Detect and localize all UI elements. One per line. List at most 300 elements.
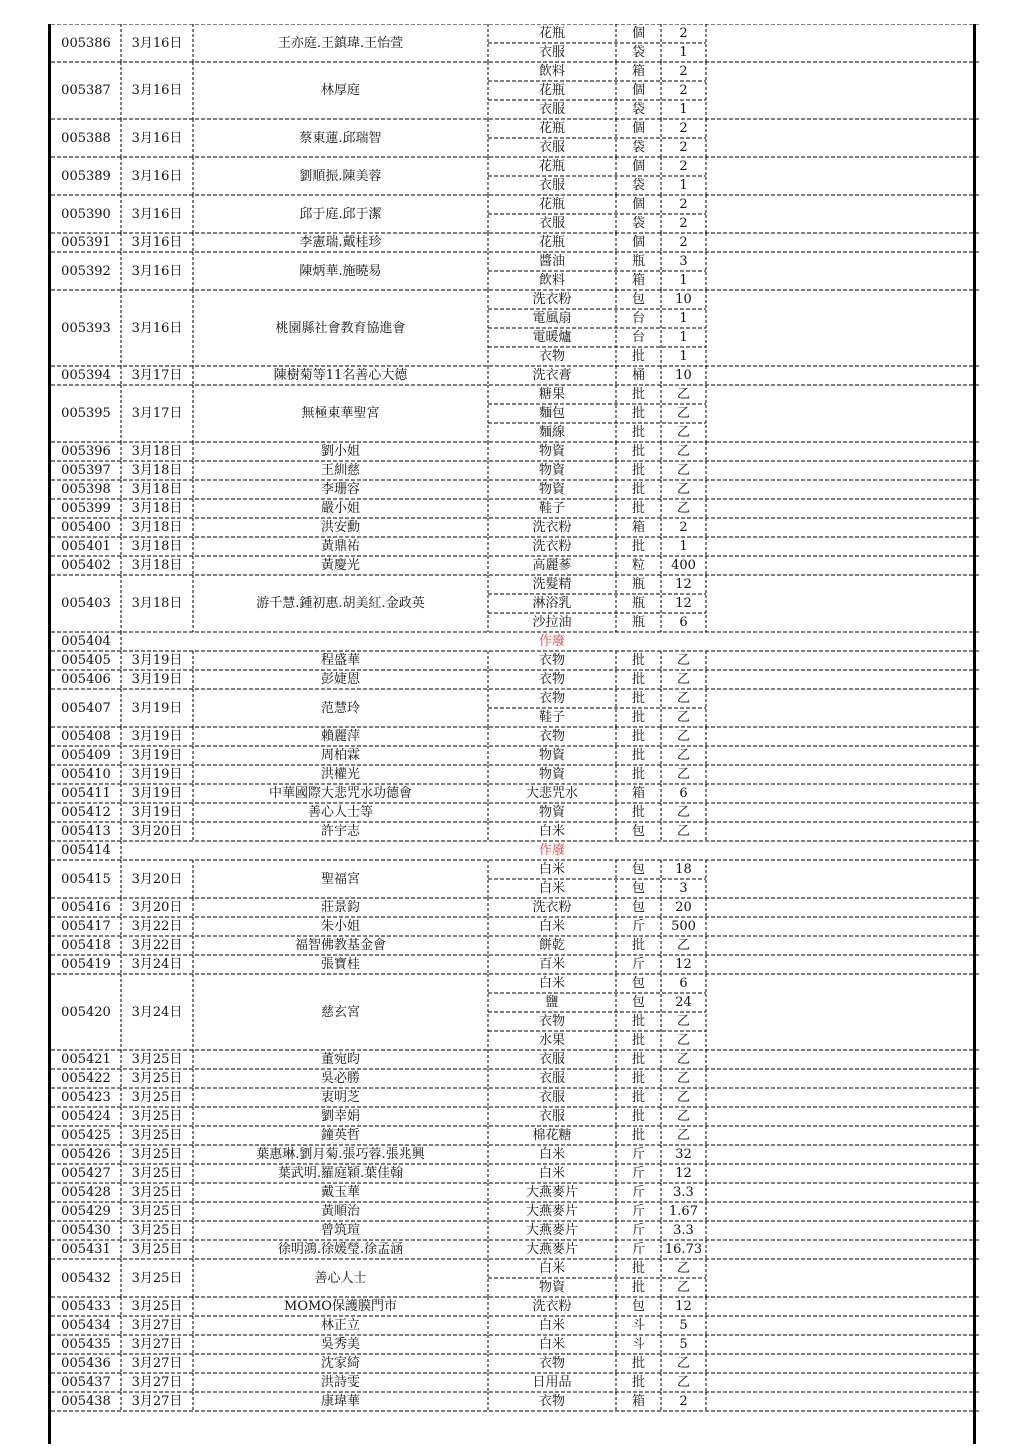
item-name: 醬油 bbox=[538, 254, 565, 269]
record-number: 005401 bbox=[61, 539, 111, 554]
item-unit: 斗 bbox=[631, 1318, 645, 1333]
item-name: 麵包 bbox=[538, 406, 565, 421]
item-quantity: 乙 bbox=[676, 1052, 690, 1067]
item-name: 電風扇 bbox=[532, 311, 572, 326]
item-quantity: 2 bbox=[679, 64, 688, 79]
item-quantity: 5 bbox=[679, 1318, 688, 1333]
item-name: 衣服 bbox=[538, 1090, 565, 1105]
record-number: 005438 bbox=[61, 1394, 111, 1409]
donor-name: 蔡東蓮.邱瑞智 bbox=[299, 130, 382, 146]
record-number: 005391 bbox=[61, 235, 111, 250]
item-quantity: 500 bbox=[671, 919, 696, 934]
item-quantity: 12 bbox=[675, 957, 692, 972]
record-number: 005429 bbox=[61, 1204, 111, 1219]
item-name: 衣服 bbox=[538, 1071, 565, 1086]
record-date: 3月16日 bbox=[131, 206, 183, 222]
record-number: 005420 bbox=[61, 1004, 111, 1020]
item-name: 沙拉油 bbox=[532, 615, 572, 630]
record-number: 005402 bbox=[61, 558, 111, 573]
donor-name: 周柏霖 bbox=[320, 748, 360, 763]
donor-name: 康瑋華 bbox=[320, 1394, 360, 1409]
item-name: 高麗蔘 bbox=[532, 558, 572, 573]
item-unit: 個 bbox=[631, 121, 645, 136]
item-unit: 斗 bbox=[631, 1337, 645, 1352]
record-date: 3月18日 bbox=[131, 444, 183, 459]
record-number: 005427 bbox=[61, 1166, 111, 1181]
item-name: 花瓶 bbox=[538, 235, 565, 250]
item-quantity: 5 bbox=[679, 1337, 688, 1352]
donation-ledger-page bbox=[48, 24, 976, 1444]
record-number: 005411 bbox=[61, 786, 111, 801]
item-name: 白米 bbox=[538, 881, 565, 896]
item-unit: 袋 bbox=[631, 45, 645, 60]
item-unit: 批 bbox=[631, 748, 645, 763]
record-date: 3月16日 bbox=[131, 320, 183, 336]
record-date: 3月25日 bbox=[131, 1185, 183, 1200]
item-name: 物資 bbox=[538, 748, 565, 763]
item-quantity: 32 bbox=[675, 1147, 692, 1162]
item-quantity: 2 bbox=[679, 159, 688, 174]
record-date: 3月19日 bbox=[131, 767, 183, 782]
record-date: 3月17日 bbox=[131, 368, 183, 383]
item-unit: 包 bbox=[631, 862, 645, 877]
item-name: 鞋子 bbox=[538, 501, 565, 516]
record-date: 3月17日 bbox=[131, 406, 183, 421]
record-date: 3月16日 bbox=[131, 83, 183, 98]
record-date: 3月18日 bbox=[131, 539, 183, 554]
record-number: 005434 bbox=[61, 1318, 111, 1333]
item-unit: 箱 bbox=[631, 64, 645, 79]
item-quantity: 1 bbox=[679, 178, 688, 193]
donor-name: 游千慧.鍾初惠.胡美紅.金政英 bbox=[256, 596, 425, 611]
item-quantity: 2 bbox=[679, 140, 688, 155]
donor-name: 董宛昀 bbox=[320, 1052, 360, 1067]
record-number: 005415 bbox=[61, 871, 111, 887]
item-unit: 批 bbox=[631, 463, 645, 478]
donor-name: 徐明鴻.徐媛瑩.徐孟涵 bbox=[277, 1242, 404, 1257]
donor-name: 林厚庭 bbox=[320, 83, 360, 98]
donor-name: 陳炳華.施曉易 bbox=[299, 263, 382, 279]
record-date: 3月25日 bbox=[131, 1071, 183, 1086]
item-quantity: 乙 bbox=[676, 482, 690, 497]
record-date: 3月25日 bbox=[131, 1128, 183, 1143]
item-quantity: 2 bbox=[679, 121, 688, 136]
item-unit: 箱 bbox=[631, 273, 645, 288]
item-quantity: 乙 bbox=[676, 653, 690, 668]
donor-name: 許宇志 bbox=[320, 824, 360, 839]
item-unit: 瓶 bbox=[631, 577, 645, 592]
item-name: 白米 bbox=[538, 824, 565, 839]
item-name: 白米 bbox=[538, 919, 565, 934]
item-unit: 批 bbox=[631, 1090, 645, 1105]
donor-name: 王亦庭.王鎮瑋.王怡萱 bbox=[277, 35, 404, 51]
item-name: 衣物 bbox=[538, 1394, 565, 1409]
record-date: 3月22日 bbox=[131, 938, 183, 953]
item-unit: 批 bbox=[631, 710, 645, 725]
donor-name: 慈玄宮 bbox=[320, 1004, 360, 1020]
donor-name: 李珊容 bbox=[320, 482, 360, 497]
item-quantity: 乙 bbox=[676, 767, 690, 782]
item-name: 衣物 bbox=[538, 729, 565, 744]
item-quantity: 12 bbox=[675, 1299, 692, 1314]
record-date: 3月25日 bbox=[131, 1223, 183, 1238]
record-number: 005413 bbox=[61, 824, 111, 839]
item-quantity: 乙 bbox=[676, 501, 690, 516]
record-number: 005430 bbox=[61, 1223, 111, 1238]
item-quantity: 1 bbox=[679, 102, 688, 117]
donor-name: 沈家綺 bbox=[320, 1356, 360, 1371]
donor-name: 洪權光 bbox=[320, 767, 360, 782]
record-date: 3月18日 bbox=[131, 501, 183, 516]
item-unit: 個 bbox=[631, 235, 645, 250]
item-quantity: 乙 bbox=[676, 387, 690, 402]
record-number: 005407 bbox=[61, 700, 111, 716]
item-quantity: 乙 bbox=[676, 1033, 690, 1048]
record-number: 005397 bbox=[61, 463, 111, 478]
void-label: 作廢 bbox=[538, 843, 565, 858]
record-date: 3月25日 bbox=[131, 1147, 183, 1162]
item-unit: 瓶 bbox=[631, 615, 645, 630]
record-number: 005389 bbox=[61, 168, 111, 184]
record-date: 3月20日 bbox=[131, 824, 183, 839]
item-quantity: 乙 bbox=[676, 1356, 690, 1371]
item-unit: 包 bbox=[631, 824, 645, 839]
item-unit: 批 bbox=[631, 1033, 645, 1048]
item-quantity: 12 bbox=[675, 596, 692, 611]
record-date: 3月25日 bbox=[131, 1299, 183, 1314]
item-quantity: 2 bbox=[679, 26, 688, 41]
record-number: 005431 bbox=[61, 1242, 111, 1257]
donor-name: 劉幸娟 bbox=[320, 1109, 360, 1124]
item-name: 大燕麥片 bbox=[525, 1204, 578, 1219]
item-name: 白米 bbox=[538, 1261, 565, 1276]
item-quantity: 乙 bbox=[676, 1109, 690, 1124]
item-name: 衣服 bbox=[538, 1052, 565, 1067]
item-unit: 批 bbox=[631, 539, 645, 554]
item-unit: 批 bbox=[631, 482, 645, 497]
item-name: 白米 bbox=[538, 976, 565, 991]
item-quantity: 乙 bbox=[676, 1014, 690, 1029]
record-number: 005435 bbox=[61, 1337, 111, 1352]
record-number: 005394 bbox=[61, 368, 111, 383]
record-date: 3月27日 bbox=[131, 1394, 183, 1409]
item-unit: 斤 bbox=[631, 919, 645, 934]
donor-name: 嚴小姐 bbox=[320, 501, 360, 516]
item-unit: 桶 bbox=[631, 368, 645, 383]
item-unit: 批 bbox=[631, 1014, 645, 1029]
donor-name: 衷明芝 bbox=[320, 1090, 360, 1105]
record-number: 005422 bbox=[61, 1071, 111, 1086]
item-quantity: 1 bbox=[679, 539, 688, 554]
donor-name: 桃園縣社會教育協進會 bbox=[275, 320, 406, 336]
record-number: 005406 bbox=[61, 672, 111, 687]
record-number: 005388 bbox=[61, 130, 111, 146]
item-unit: 斤 bbox=[631, 1185, 645, 1200]
donor-name: 吳秀美 bbox=[320, 1337, 360, 1352]
record-date: 3月27日 bbox=[131, 1337, 183, 1352]
item-quantity: 400 bbox=[671, 558, 696, 573]
record-date: 3月25日 bbox=[131, 1270, 183, 1286]
item-name: 水果 bbox=[538, 1033, 565, 1048]
record-number: 005395 bbox=[61, 406, 111, 421]
item-unit: 個 bbox=[631, 197, 645, 212]
record-number: 005404 bbox=[61, 634, 111, 649]
item-name: 大燕麥片 bbox=[525, 1185, 578, 1200]
item-name: 衣服 bbox=[538, 178, 565, 193]
item-name: 物資 bbox=[538, 767, 565, 782]
record-date: 3月20日 bbox=[131, 871, 183, 887]
donor-name: 黃慶光 bbox=[320, 558, 360, 573]
item-unit: 袋 bbox=[631, 216, 645, 231]
record-number: 005400 bbox=[61, 520, 111, 535]
record-number: 005425 bbox=[61, 1128, 111, 1143]
item-quantity: 3.3 bbox=[673, 1223, 694, 1238]
item-quantity: 10 bbox=[675, 368, 692, 383]
item-unit: 瓶 bbox=[631, 254, 645, 269]
item-unit: 批 bbox=[631, 1375, 645, 1390]
donor-name: 賴麗萍 bbox=[320, 729, 360, 744]
item-unit: 批 bbox=[631, 501, 645, 516]
record-date: 3月25日 bbox=[131, 1204, 183, 1219]
item-name: 衣服 bbox=[538, 140, 565, 155]
item-name: 物資 bbox=[538, 463, 565, 478]
record-date: 3月19日 bbox=[131, 653, 183, 668]
item-unit: 批 bbox=[631, 805, 645, 820]
item-unit: 批 bbox=[631, 406, 645, 421]
item-quantity: 乙 bbox=[676, 729, 690, 744]
item-name: 白米 bbox=[538, 862, 565, 877]
item-name: 衣物 bbox=[538, 653, 565, 668]
item-quantity: 乙 bbox=[676, 1375, 690, 1390]
record-number: 005432 bbox=[61, 1270, 111, 1286]
item-unit: 個 bbox=[631, 83, 645, 98]
item-unit: 批 bbox=[631, 653, 645, 668]
item-unit: 個 bbox=[631, 159, 645, 174]
item-name: 洗衣粉 bbox=[532, 292, 572, 307]
donor-name: 戴玉華 bbox=[320, 1185, 360, 1200]
item-unit: 批 bbox=[631, 444, 645, 459]
item-quantity: 1 bbox=[679, 311, 688, 326]
record-number: 005392 bbox=[61, 263, 111, 279]
donor-name: 劉小姐 bbox=[320, 444, 360, 459]
record-date: 3月24日 bbox=[131, 1004, 183, 1020]
item-quantity: 6 bbox=[679, 615, 688, 630]
donor-name: 無極東華聖宮 bbox=[301, 406, 380, 421]
item-name: 大燕麥片 bbox=[525, 1223, 578, 1238]
item-quantity: 1.67 bbox=[669, 1204, 698, 1219]
item-quantity: 20 bbox=[675, 900, 692, 915]
item-name: 淋浴乳 bbox=[532, 596, 572, 611]
item-quantity: 18 bbox=[675, 862, 692, 877]
item-name: 白米 bbox=[538, 1147, 565, 1162]
item-unit: 包 bbox=[631, 900, 645, 915]
item-name: 電暖爐 bbox=[532, 330, 572, 345]
record-date: 3月18日 bbox=[131, 520, 183, 535]
donor-name: 中華國際大悲咒水功德會 bbox=[268, 786, 412, 801]
item-unit: 批 bbox=[631, 1261, 645, 1276]
donor-name: 李憲瑞.戴桂珍 bbox=[299, 235, 382, 250]
record-number: 005419 bbox=[61, 957, 111, 972]
item-unit: 批 bbox=[631, 1052, 645, 1067]
donor-name: 吳必勝 bbox=[320, 1071, 360, 1086]
item-quantity: 乙 bbox=[676, 425, 690, 440]
item-unit: 台 bbox=[631, 330, 645, 345]
item-name: 花瓶 bbox=[538, 26, 565, 41]
donor-name: 聖福宮 bbox=[320, 871, 360, 887]
item-quantity: 12 bbox=[675, 1166, 692, 1181]
record-date: 3月18日 bbox=[131, 463, 183, 478]
item-unit: 批 bbox=[631, 1109, 645, 1124]
item-name: 衣服 bbox=[538, 216, 565, 231]
record-number: 005390 bbox=[61, 206, 111, 222]
item-unit: 批 bbox=[631, 425, 645, 440]
item-name: 洗衣粉 bbox=[532, 539, 572, 554]
item-unit: 包 bbox=[631, 292, 645, 307]
record-date: 3月20日 bbox=[131, 900, 183, 915]
item-quantity: 2 bbox=[679, 520, 688, 535]
item-unit: 批 bbox=[631, 387, 645, 402]
item-quantity: 乙 bbox=[676, 938, 690, 953]
item-quantity: 乙 bbox=[676, 406, 690, 421]
item-unit: 斤 bbox=[631, 1147, 645, 1162]
record-date: 3月27日 bbox=[131, 1375, 183, 1390]
donor-name: 陳樹菊等11名善心大德 bbox=[273, 368, 408, 383]
item-name: 衣物 bbox=[538, 1014, 565, 1029]
item-unit: 批 bbox=[631, 1071, 645, 1086]
record-date: 3月25日 bbox=[131, 1052, 183, 1067]
item-unit: 粒 bbox=[631, 558, 645, 573]
item-unit: 斤 bbox=[631, 1204, 645, 1219]
item-quantity: 乙 bbox=[676, 672, 690, 687]
item-name: 洗衣粉 bbox=[532, 1299, 572, 1314]
item-quantity: 2 bbox=[679, 1394, 688, 1409]
item-name: 鞋子 bbox=[538, 710, 565, 725]
item-name: 衣物 bbox=[538, 672, 565, 687]
item-quantity: 乙 bbox=[676, 1128, 690, 1143]
record-number: 005399 bbox=[61, 501, 111, 516]
donor-name: 善心人士等 bbox=[307, 805, 373, 820]
item-name: 百米 bbox=[538, 957, 565, 972]
record-number: 005436 bbox=[61, 1356, 111, 1371]
item-quantity: 3 bbox=[679, 881, 688, 896]
donor-name: 善心人士 bbox=[314, 1270, 367, 1286]
donor-name: 范慧玲 bbox=[320, 700, 360, 716]
item-quantity: 2 bbox=[679, 235, 688, 250]
item-quantity: 乙 bbox=[676, 1280, 690, 1295]
record-date: 3月19日 bbox=[131, 672, 183, 687]
donor-name: 葉惠琳.劉月菊.張巧蓉.張兆興 bbox=[256, 1147, 425, 1162]
item-name: 白米 bbox=[538, 1166, 565, 1181]
item-unit: 斤 bbox=[631, 1242, 645, 1257]
record-number: 005426 bbox=[61, 1147, 111, 1162]
item-name: 白米 bbox=[538, 1337, 565, 1352]
item-name: 衣服 bbox=[538, 1109, 565, 1124]
item-quantity: 1 bbox=[679, 273, 688, 288]
item-unit: 包 bbox=[631, 1299, 645, 1314]
item-name: 麵線 bbox=[538, 425, 565, 440]
record-date: 3月19日 bbox=[131, 700, 183, 716]
record-number: 005416 bbox=[61, 900, 111, 915]
donor-name: 黃順治 bbox=[320, 1204, 360, 1219]
item-quantity: 乙 bbox=[676, 824, 690, 839]
item-unit: 袋 bbox=[631, 178, 645, 193]
item-quantity: 乙 bbox=[676, 1090, 690, 1105]
record-number: 005437 bbox=[61, 1375, 111, 1390]
record-number: 005424 bbox=[61, 1109, 111, 1124]
item-unit: 箱 bbox=[631, 1394, 645, 1409]
item-unit: 袋 bbox=[631, 102, 645, 117]
record-date: 3月25日 bbox=[131, 1242, 183, 1257]
record-date: 3月16日 bbox=[131, 35, 183, 51]
donor-name: 鐘英哲 bbox=[320, 1128, 360, 1143]
item-name: 衣物 bbox=[538, 691, 565, 706]
item-name: 物資 bbox=[538, 444, 565, 459]
item-name: 棉花糖 bbox=[532, 1128, 572, 1143]
item-name: 衣服 bbox=[538, 102, 565, 117]
item-unit: 批 bbox=[631, 767, 645, 782]
donor-name: 洪詩雯 bbox=[320, 1375, 360, 1390]
item-unit: 批 bbox=[631, 938, 645, 953]
item-unit: 瓶 bbox=[631, 596, 645, 611]
record-number: 005409 bbox=[61, 748, 111, 763]
item-unit: 斤 bbox=[631, 1166, 645, 1181]
item-quantity: 1 bbox=[679, 349, 688, 364]
record-number: 005428 bbox=[61, 1185, 111, 1200]
item-name: 物資 bbox=[538, 805, 565, 820]
record-number: 005396 bbox=[61, 444, 111, 459]
item-quantity: 乙 bbox=[676, 463, 690, 478]
record-date: 3月18日 bbox=[131, 482, 183, 497]
item-name: 洗衣膏 bbox=[532, 368, 572, 383]
item-name: 物資 bbox=[538, 1280, 565, 1295]
item-name: 花瓶 bbox=[538, 159, 565, 174]
donor-name: 洪安勳 bbox=[320, 520, 360, 535]
item-name: 衣物 bbox=[538, 349, 565, 364]
donor-name: 彭婕恩 bbox=[320, 672, 360, 687]
record-date: 3月27日 bbox=[131, 1318, 183, 1333]
donor-name: 福智佛教基金會 bbox=[294, 938, 386, 953]
item-unit: 斤 bbox=[631, 1223, 645, 1238]
item-quantity: 乙 bbox=[676, 1261, 690, 1276]
item-quantity: 3 bbox=[679, 254, 688, 269]
donor-name: 邱于庭.邱于潔 bbox=[299, 206, 382, 222]
record-number: 005386 bbox=[61, 35, 111, 51]
item-unit: 包 bbox=[631, 976, 645, 991]
item-quantity: 12 bbox=[675, 577, 692, 592]
item-name: 大燕麥片 bbox=[525, 1242, 578, 1257]
donor-name: 林正立 bbox=[320, 1318, 360, 1333]
record-number: 005403 bbox=[61, 596, 111, 611]
item-name: 白米 bbox=[538, 1318, 565, 1333]
item-unit: 包 bbox=[631, 881, 645, 896]
item-unit: 個 bbox=[631, 26, 645, 41]
donor-name: 劉順振.陳美蓉 bbox=[299, 168, 382, 184]
record-date: 3月19日 bbox=[131, 805, 183, 820]
item-quantity: 16.73 bbox=[664, 1242, 703, 1257]
donor-name: 張寶桂 bbox=[320, 957, 360, 972]
item-quantity: 2 bbox=[679, 216, 688, 231]
record-number: 005414 bbox=[61, 843, 111, 858]
item-name: 日用品 bbox=[532, 1375, 572, 1390]
item-quantity: 6 bbox=[679, 786, 688, 801]
record-date: 3月25日 bbox=[131, 1090, 183, 1105]
item-unit: 箱 bbox=[631, 520, 645, 535]
item-name: 花瓶 bbox=[538, 197, 565, 212]
record-date: 3月16日 bbox=[131, 168, 183, 184]
record-number: 005412 bbox=[61, 805, 111, 820]
record-number: 005433 bbox=[61, 1299, 111, 1314]
item-quantity: 10 bbox=[675, 292, 692, 307]
